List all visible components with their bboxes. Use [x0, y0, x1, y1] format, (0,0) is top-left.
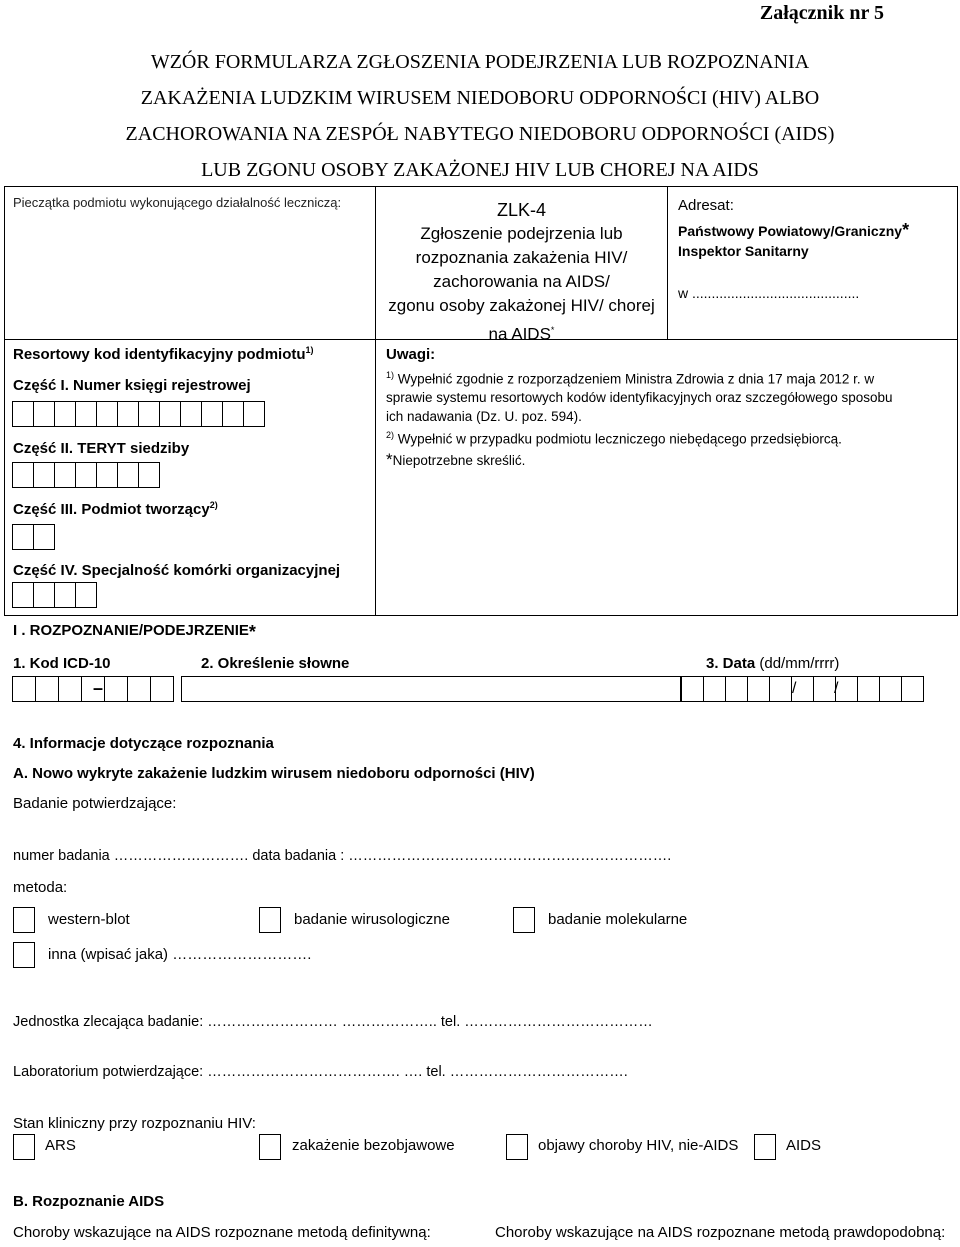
- icd-cell[interactable]: [58, 676, 82, 702]
- clinical-asymptomatic-checkbox[interactable]: [259, 1134, 281, 1160]
- note1-sup: 1): [386, 370, 395, 380]
- ministry-code-sup: 1): [305, 345, 314, 355]
- part4-cell[interactable]: [75, 582, 97, 608]
- addressee-label: Adresat:: [678, 197, 734, 214]
- title-line-1: WZÓR FORMULARZA ZGŁOSZENIA PODEJRZENIA LUB ROZPOZNANIA: [150, 51, 810, 73]
- part1-cell[interactable]: [138, 401, 160, 427]
- info-a-title: A. Nowo wykryte zakażenie ludzkim wirusem niedoboru odporności (HIV): [13, 765, 535, 782]
- part2-cells: [12, 462, 159, 488]
- part1-cell[interactable]: [96, 401, 118, 427]
- part4-cell[interactable]: [12, 582, 34, 608]
- date-cells: [681, 676, 923, 702]
- date-cell[interactable]: [681, 676, 704, 702]
- part1-cell[interactable]: [54, 401, 76, 427]
- part1-cell[interactable]: [159, 401, 181, 427]
- ministry-code-label-text: Resortowy kod identyfikacyjny podmiotu: [13, 346, 306, 363]
- method-molecular-label: badanie molekularne: [548, 911, 688, 928]
- clinical-aids-label: AIDS: [786, 1137, 822, 1154]
- form-title: [0, 44, 960, 188]
- description-field[interactable]: [181, 676, 681, 702]
- section1-title-star: *: [248, 622, 256, 642]
- clinical-ars-label: ARS: [45, 1137, 76, 1154]
- section1-title: [13, 622, 256, 643]
- header-divider-h-left: [4, 339, 375, 340]
- part3-sup: 2): [209, 500, 218, 510]
- note3: Niepotrzebne skreślić.: [392, 453, 526, 468]
- part1-cell[interactable]: [12, 401, 34, 427]
- date-cell[interactable]: [813, 676, 839, 702]
- part2-cell[interactable]: [96, 462, 118, 488]
- probable-label: Choroby wskazujące na AIDS rozpoznane metodą prawdopodobną:: [495, 1224, 946, 1241]
- part3-cells: [12, 524, 54, 550]
- date-cell[interactable]: [703, 676, 726, 702]
- method-virology-checkbox[interactable]: [259, 907, 281, 933]
- annex-label: Załącznik nr 5: [759, 2, 884, 24]
- definitive-label: Choroby wskazujące na AIDS rozpoznane metodą definitywną:: [13, 1224, 431, 1241]
- part1-cell[interactable]: [243, 401, 265, 427]
- method-virology-label: badanie wirusologiczne: [294, 911, 450, 928]
- method-other-label: inna (wpisać jaka) ……………………….: [48, 946, 312, 963]
- part2-cell[interactable]: [54, 462, 76, 488]
- note1-line1: Wypełnić zgodnie z rozporządzeniem Ministra Zdrowia z dnia 17 maja 2012 r. w: [397, 371, 875, 387]
- icd-cell[interactable]: [150, 676, 174, 702]
- form-name-star: *: [550, 325, 555, 335]
- section1-title-text: I . ROZPOZNANIE/PODEJRZENIE: [13, 622, 249, 639]
- date-sep-1: /: [792, 680, 797, 697]
- part4-cell[interactable]: [33, 582, 55, 608]
- addressee-line2: Inspektor Sanitarny: [678, 243, 809, 259]
- icd-dash: –: [93, 678, 104, 698]
- method-western-blot-label: western-blot: [48, 911, 130, 928]
- clinical-hiv-symptoms-checkbox[interactable]: [506, 1134, 528, 1160]
- date-cell[interactable]: [747, 676, 770, 702]
- stamp-label: Pieczątka podmiotu wykonującego działalność leczniczą:: [13, 195, 342, 210]
- icd-cell[interactable]: [35, 676, 59, 702]
- note1-line3: ich nadawania (Dz. U. poz. 594).: [386, 408, 582, 424]
- part2-cell[interactable]: [12, 462, 34, 488]
- icd-cell[interactable]: [12, 676, 36, 702]
- addressee-place-input[interactable]: [678, 284, 948, 302]
- date-label: [706, 655, 839, 672]
- note1-line2: sprawie systemu resortowych kodów identyfikacyjnych oraz szczegółowego sposobu: [386, 390, 893, 405]
- clinical-aids-checkbox[interactable]: [754, 1134, 776, 1160]
- form-name-4: zgonu osoby zakażonej HIV/ chorej: [388, 296, 655, 315]
- clinical-label: Stan kliniczny przy rozpoznaniu HIV:: [13, 1115, 256, 1132]
- desc-label: 2. Określenie słowne: [201, 655, 350, 672]
- title-line-3: ZACHOROWANIA NA ZESPÓŁ NABYTEGO NIEDOBORU ODPORNOŚCI (AIDS): [125, 123, 835, 145]
- method-label: metoda:: [13, 879, 68, 896]
- info-title: 4. Informacje dotyczące rozpoznania: [13, 735, 274, 752]
- addressee-line1-text: Państwowy Powiatowy/Graniczny: [678, 223, 903, 239]
- test-line: numer badania ………………………. data badania : ………………………………………………………….: [13, 848, 672, 864]
- confirm-label: Badanie potwierdzające:: [13, 795, 177, 812]
- ministry-code-label: [13, 345, 314, 363]
- addressee-line1: [678, 220, 909, 241]
- icd-label: 1. Kod ICD-10: [13, 655, 111, 672]
- part1-cell[interactable]: [75, 401, 97, 427]
- lab-line: Laboratorium potwierdzające: …………………………………. …. tel. ……………………………….: [13, 1064, 628, 1080]
- clinical-asymptomatic-label: zakażenie bezobjawowe: [292, 1137, 455, 1154]
- clinical-ars-checkbox[interactable]: [13, 1134, 35, 1160]
- icd-cell[interactable]: [104, 676, 128, 702]
- notes-block: [386, 366, 951, 471]
- method-other-checkbox[interactable]: [13, 942, 35, 968]
- notes-label: Uwagi:: [386, 346, 436, 363]
- info-b-title: B. Rozpoznanie AIDS: [13, 1193, 165, 1210]
- icd-cell[interactable]: [127, 676, 151, 702]
- date-cell[interactable]: [901, 676, 924, 702]
- part4-label: Część IV. Specjalność komórki organizacyjnej: [13, 562, 341, 579]
- header-divider-v2: [667, 186, 668, 339]
- date-cell[interactable]: [725, 676, 748, 702]
- form-name-3: zachorowania na AIDS/: [433, 272, 610, 291]
- form-code-block: [376, 198, 667, 347]
- date-cell[interactable]: [879, 676, 902, 702]
- form-name-5: na AIDS: [488, 324, 551, 344]
- part2-cell[interactable]: [75, 462, 97, 488]
- date-label-rest: (dd/mm/rrrr): [759, 655, 840, 672]
- note2-sup: 2): [386, 430, 395, 440]
- form-name-1: Zgłoszenie podejrzenia lub: [420, 224, 623, 243]
- part2-cell[interactable]: [33, 462, 55, 488]
- part1-cell[interactable]: [33, 401, 55, 427]
- part3-label-text: Część III. Podmiot tworzący: [13, 501, 210, 518]
- note2: Wypełnić w przypadku podmiotu leczniczego niebędącego przedsiębiorcą.: [397, 431, 842, 447]
- part3-cell[interactable]: [33, 524, 55, 550]
- title-line-4: LUB ZGONU OSOBY ZAKAŻONEJ HIV LUB CHOREJ NA AIDS: [201, 159, 759, 181]
- date-label-bold: 3. Data: [706, 655, 756, 672]
- method-molecular-checkbox[interactable]: [513, 907, 535, 933]
- part2-cell[interactable]: [117, 462, 139, 488]
- part1-cells: [12, 401, 264, 427]
- date-cell[interactable]: [857, 676, 880, 702]
- part1-cell[interactable]: [180, 401, 202, 427]
- method-western-blot-checkbox[interactable]: [13, 907, 35, 933]
- date-cell[interactable]: [769, 676, 792, 702]
- part4-cells: [12, 582, 96, 608]
- part4-cell[interactable]: [54, 582, 76, 608]
- ordering-unit-line: Jednostka zlecająca badanie: ……………………… ……………….. tel. …………………………………: [13, 1014, 653, 1030]
- part2-cell[interactable]: [138, 462, 160, 488]
- date-sep-2: /: [834, 680, 839, 697]
- part1-cell[interactable]: [222, 401, 244, 427]
- clinical-hiv-symptoms-label: objawy choroby HIV, nie-AIDS: [538, 1137, 739, 1154]
- part1-cell[interactable]: [117, 401, 139, 427]
- part2-label: Część II. TERYT siedziby: [13, 440, 190, 457]
- part1-label: Część I. Numer księgi rejestrowej: [13, 377, 251, 394]
- form-code: ZLK-4: [496, 200, 547, 220]
- part3-cell[interactable]: [12, 524, 34, 550]
- note3-star: *: [386, 450, 393, 469]
- form-name-2: rozpoznania zakażenia HIV/: [415, 248, 628, 267]
- title-line-2: ZAKAŻENIA LUDZKIM WIRUSEM NIEDOBORU ODPORNOŚCI (HIV) ALBO: [140, 87, 820, 109]
- part1-cell[interactable]: [201, 401, 223, 427]
- addressee-star: *: [902, 220, 910, 240]
- part3-label: [13, 500, 218, 518]
